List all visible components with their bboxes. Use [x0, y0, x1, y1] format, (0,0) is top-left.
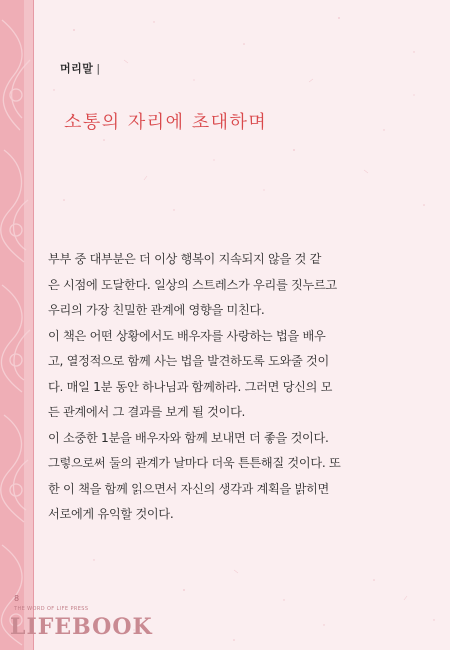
decorative-left-band: [0, 0, 33, 650]
body-line: 서로에게 유익할 것이다.: [48, 507, 174, 521]
footer-branding: [0, 594, 153, 650]
section-label-text: 머리말: [60, 62, 94, 75]
section-label: [60, 60, 101, 76]
body-line: 다. 매일 1분 동안 하나님과 함께하라. 그러면 당신의 모: [48, 379, 333, 394]
body-line: 은 시점에 도달한다. 일상의 스트레스가 우리를 짓누르고: [48, 277, 337, 292]
page-number: 8: [13, 594, 20, 603]
body-line: 고, 열정적으로 함께 사는 법을 발견하도록 도와줄 것이: [48, 354, 330, 368]
body-line: 든 관계에서 그 결과를 보게 될 것이다.: [48, 405, 246, 419]
section-label-divider: |: [96, 62, 101, 75]
body-line: 이 소중한 1분을 배우자와 함께 보내면 더 좋을 것이다.: [48, 430, 329, 445]
body-line: 한 이 책을 함께 읽으면서 자신의 생각과 계획을 밝히면: [48, 481, 330, 496]
body-text: [48, 247, 443, 528]
ornament-pattern: [0, 0, 33, 650]
body-line: 부부 중 대부분은 더 이상 행복이 지속되지 않을 것 같: [48, 252, 322, 266]
paper-panel: [33, 0, 450, 650]
body-line: 이 책은 어떤 상황에서도 배우자를 사랑하는 법을 배우: [48, 328, 326, 343]
publisher-text: THE WORD OF LIFE PRESS: [14, 606, 89, 612]
body-line: 우리의 가장 친밀한 관계에 영향을 미친다.: [48, 303, 265, 317]
page-title: 소통의 자리에 초대하며: [64, 112, 268, 133]
brand-logo: LIFEBOOK: [10, 614, 153, 640]
body-line: 그렇으로써 둘의 관계가 날마다 더욱 튼튼해질 것이다. 또: [48, 456, 341, 470]
